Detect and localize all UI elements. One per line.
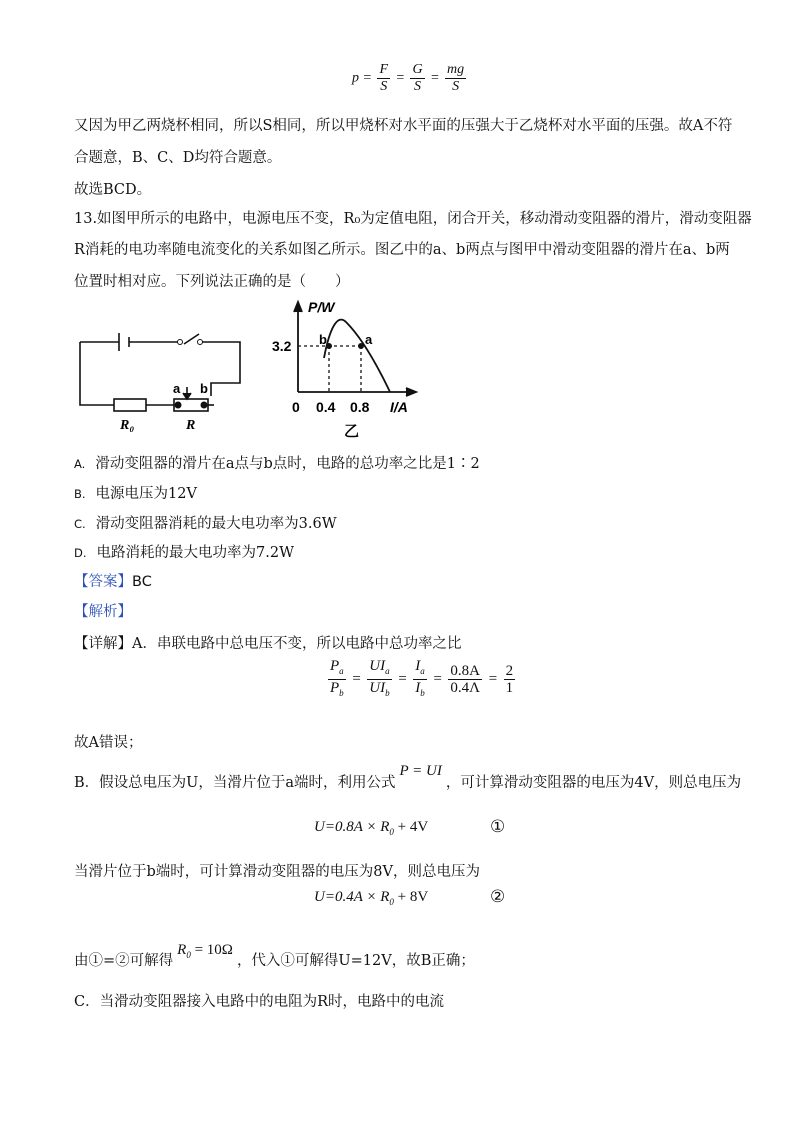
frac-S1: S — [380, 79, 388, 94]
b-line — [74, 763, 742, 792]
eq1-sub: 0 — [389, 827, 394, 837]
eq-pa: P — [330, 658, 340, 674]
b-line2: 当滑片位于b端时，可计算滑动变阻器的电压为8V，则总电压为 — [74, 864, 480, 880]
c-line: C．当滑动变阻器接入电路中的电阻为R时，电路中的电流 — [74, 994, 445, 1010]
graph-x-label: I/A — [390, 399, 408, 415]
formula-p: p — [352, 70, 359, 86]
frac-mg: mg — [447, 62, 465, 77]
circuit-diagram — [74, 325, 249, 440]
option-c-text: 滑动变阻器消耗的最大电功率为3.6W — [95, 516, 337, 532]
eq2-text: U=0.4A × R — [314, 889, 390, 905]
b-line-formula: P = UI — [399, 763, 442, 779]
resistor-r0-label: R₀ — [120, 418, 135, 433]
option-c-letter: C. — [74, 517, 86, 531]
answer-value: BC — [132, 574, 152, 590]
solve-formula-tail: = 10Ω — [190, 942, 233, 958]
option-c — [74, 512, 337, 533]
graph-point-b: b — [319, 332, 327, 347]
solve-line — [74, 942, 475, 971]
eq2-sub: 0 — [389, 897, 394, 907]
answer-label: 【答案】 — [74, 574, 132, 590]
option-d-letter: D. — [74, 546, 87, 560]
analysis-label: 【解析】 — [74, 604, 132, 620]
option-b-letter: B. — [74, 487, 86, 501]
question-13-line2: R消耗的电功率随电流变化的关系如图乙所示。图乙中的a、b两点与图甲中滑动变阻器的滑片在a、b两 — [74, 242, 730, 258]
para1-line3: 故选BCD。 — [74, 182, 152, 198]
solve-formula-sub: 0 — [186, 950, 191, 960]
option-a — [74, 452, 480, 473]
eq-uia: UI — [369, 658, 386, 674]
para1-line2: 合题意，B、C、D均符合题意。 — [74, 150, 282, 166]
power-current-graph — [272, 296, 432, 444]
eq1-tail: + 4V — [393, 819, 429, 835]
frac-S2: S — [414, 79, 422, 94]
option-a-letter: A. — [74, 457, 86, 471]
eq2-tail: + 8V — [393, 889, 429, 905]
b-line-pre: B．假设总电压为U，当滑片位于a端时，利用公式 — [74, 775, 396, 791]
eq-pb: P — [330, 680, 340, 696]
equation-2 — [314, 889, 428, 907]
frac-S3: S — [452, 79, 460, 94]
eq-two: 2 — [505, 663, 514, 679]
solve-line-pre: 由①=②可解得 — [74, 953, 174, 969]
eq-04a: 0.4Λ — [450, 680, 481, 696]
eq-ib: I — [415, 680, 421, 696]
graph-caption: 乙 — [344, 422, 360, 440]
slider-label-a: a — [173, 381, 181, 396]
frac-G: G — [412, 62, 423, 77]
detail-line: 【详解】A．串联电路中总电压不变，所以电路中总功率之比 — [74, 636, 462, 652]
graph-point-a: a — [365, 332, 373, 347]
slider-label-b: b — [200, 381, 208, 396]
eq-ia: I — [415, 658, 421, 674]
graph-y-label: P/W — [308, 299, 335, 315]
graph-x-tick-08: 0.8 — [350, 399, 370, 415]
para1-line1: 又因为甲乙两烧杯相同，所以S相同，所以甲烧杯对水平面的压强大于乙烧杯对水平面的压强。故A不符 — [74, 118, 733, 134]
eq-one: 1 — [505, 680, 514, 696]
eq-uib: UI — [369, 680, 386, 696]
option-d — [74, 541, 294, 562]
graph-x-tick-04: 0.4 — [316, 399, 336, 415]
question-13-line3: 位置时相对应。下列说法正确的是（ ） — [74, 274, 350, 290]
a-wrong: 故A错误； — [74, 735, 143, 751]
eq-08a: 0.8A — [450, 663, 480, 679]
graph-x-tick-0: 0 — [292, 399, 300, 415]
solve-formula: R — [177, 942, 187, 958]
option-a-text: 滑动变阻器的滑片在a点与b点时，电路的总功率之比是1∶2 — [95, 456, 480, 472]
equation-2-mark: ② — [490, 887, 506, 907]
option-b — [74, 482, 197, 503]
equation-power-ratio: $\frac{P_a}{P_b}$ = $\frac{UI_a}{UI_b}$ = $\frac{I_a}{I_b}$ = $\frac{0.8A}{0.4\Lambda}$ = $\frac{2}{1}$ — [330, 658, 514, 698]
option-b-text: 电源电压为12V — [95, 486, 197, 502]
option-d-text: 电路消耗的最大电功率为7.2W — [96, 545, 294, 561]
rheostat-r-label: R — [186, 418, 196, 433]
graph-y-tick: 3.2 — [272, 338, 292, 354]
equation-1 — [314, 819, 428, 837]
question-13-line1: 13.如图甲所示的电路中，电源电压不变，R₀为定值电阻，闭合开关，移动滑动变阻器的滑片，滑动变阻器 — [74, 211, 752, 227]
formula-pressure: p = $\frac{F}{S}$ = $\frac{G}{S}$ = $\frac{mg}{S}$ — [352, 62, 465, 94]
b-line-post: ，可计算滑动变阻器的电压为4V，则总电压为 — [445, 775, 742, 791]
equation-1-mark: ① — [490, 817, 506, 837]
solve-line-post: ，代入①可解得U=12V，故B正确； — [236, 953, 475, 969]
eq1-text: U=0.8A × R — [314, 819, 390, 835]
frac-F: F — [379, 62, 389, 77]
answer-line — [74, 570, 152, 591]
